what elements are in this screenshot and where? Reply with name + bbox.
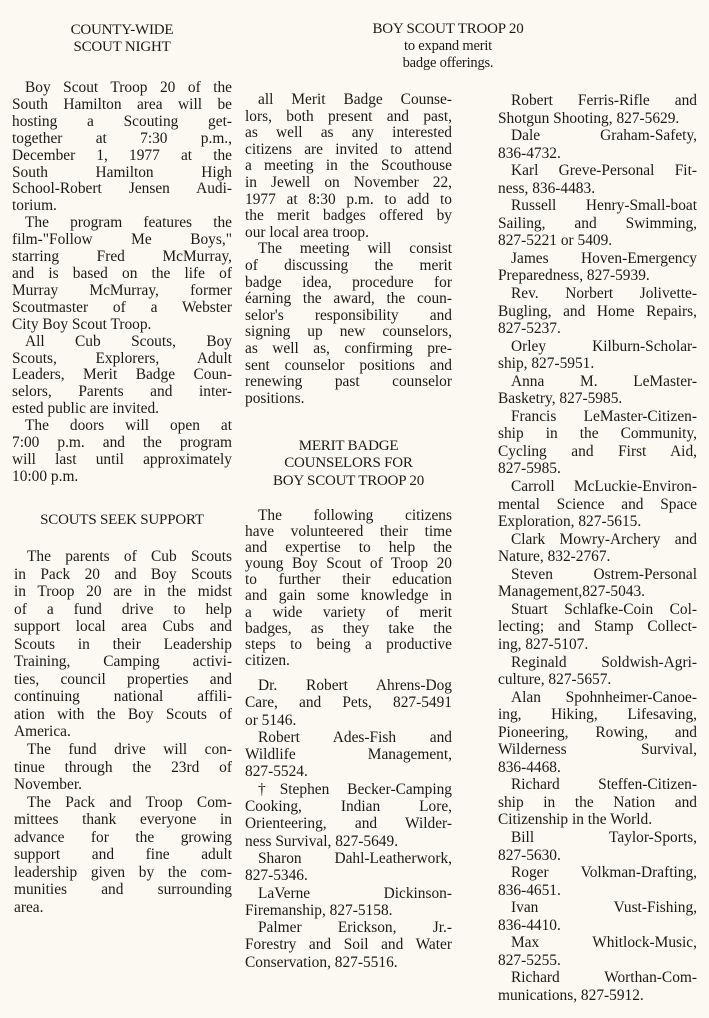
text-line: Preparedness, 827-5939.: [498, 267, 650, 285]
text-line: Management,827-5043.: [498, 583, 646, 601]
text-line: in Jewell on November 22,: [245, 173, 452, 191]
text-line: Russell Henry-Small-boat: [511, 197, 697, 215]
heading-line: badge offerings.: [402, 55, 494, 71]
text-line: film-"Follow Me Boys,": [12, 231, 232, 249]
paragraph: [498, 92, 697, 127]
text-line: ation with the Boy Scouts of: [14, 705, 232, 723]
text-line: The doors will open at: [25, 417, 232, 435]
text-line: renewing past counselor: [245, 373, 452, 391]
counselors-intro: [245, 508, 452, 669]
text-line: The parents of Cub Scouts: [27, 548, 232, 565]
text-line: as well as, confirming pre-: [245, 339, 452, 357]
paragraph: [498, 829, 697, 864]
text-line: Wilderness Survival,: [498, 741, 697, 759]
text-line: All Cub Scouts, Boy: [25, 332, 232, 350]
text-line: lecting; and Stamp Collect-: [498, 618, 697, 636]
text-line: Pioneering, Rowing, and: [498, 723, 697, 741]
text-line: have volunteered their time: [245, 523, 452, 541]
text-line: as well as any interested: [245, 124, 452, 142]
text-line: Max Whitlock-Music,: [511, 934, 697, 952]
text-line: support local area Cubs and: [14, 618, 232, 636]
text-line: 827-5221 or 5409.: [498, 232, 613, 250]
text-line: Robert Ades-Fish and: [258, 728, 452, 746]
heading-line: SCOUTS SEEK SUPPORT: [40, 512, 204, 528]
heading-line: BOY SCOUT TROOP 20: [372, 21, 524, 37]
text-line: éarning the award, the coun-: [245, 290, 452, 308]
paragraph: [498, 373, 697, 408]
text-line: The following citizens: [258, 507, 452, 524]
text-line: will last until approximately: [12, 450, 232, 468]
text-line: Care, and Pets, 827-5491: [245, 694, 452, 712]
text-line: badges, as they take the: [245, 619, 452, 637]
counselor-list-col3: [498, 92, 697, 1004]
paragraph: [498, 934, 697, 969]
text-line: Rev. Norbert Jolivette-: [511, 285, 697, 303]
text-line: Richard Steffen-Citizen-: [511, 776, 697, 794]
text-line: City Boy Scout Troop.: [12, 315, 152, 333]
text-line: to further their education: [245, 571, 452, 589]
paragraph: [498, 601, 697, 654]
text-line: continuing national affili-: [14, 688, 232, 706]
text-line: of a fund drive to help: [14, 600, 232, 618]
heading-line: COUNSELORS FOR: [284, 455, 413, 472]
paragraph: [245, 885, 452, 920]
text-line: badge idea, procedure for: [245, 273, 452, 291]
text-line: steps to being a productive: [245, 635, 452, 653]
text-line: 827-5524.: [245, 763, 308, 781]
counselor-list-col2: [245, 677, 452, 971]
text-line: hosting a Scouting get-: [12, 112, 232, 130]
paragraph: [245, 919, 452, 971]
text-line: James Hoven-Emergency: [511, 249, 697, 267]
paragraph: [12, 215, 232, 333]
text-line: Boy Scout Troop 20 of the: [25, 79, 232, 96]
text-line: School-Robert Jensen Audi-: [12, 180, 232, 198]
text-line: 836-4732.: [498, 144, 561, 162]
paragraph: [14, 548, 232, 741]
headline-county-wide-scout-night: [12, 22, 232, 56]
heading-line: BOY SCOUT TROOP 20: [272, 472, 424, 489]
text-line: Anna M. LeMaster-: [511, 372, 697, 390]
subheading-merit-badge-counselors: [245, 438, 452, 490]
text-line: starring Fred McMurray,: [12, 248, 232, 266]
paragraph: [498, 864, 697, 899]
text-line: together at 7:30 p.m.,: [12, 129, 232, 147]
text-line: Robert Ferris-Rifle and: [511, 92, 697, 109]
article-scout-night-body: [12, 80, 232, 486]
text-line: Exploration, 827-5615.: [498, 513, 642, 531]
text-line: mittees thank everyone in: [14, 811, 232, 829]
text-line: and gain some knowledge in: [245, 587, 452, 605]
text-line: torium.: [12, 197, 57, 215]
text-line: December 1, 1977 at the: [12, 146, 232, 164]
article-merit-badge-body: [245, 92, 452, 407]
text-line: Clark Mowry-Archery and: [511, 530, 697, 548]
text-line: ing, Hiking, Lifesaving,: [498, 706, 697, 724]
paragraph: [498, 478, 697, 531]
text-line: 1977 at 8:30 p.m. to add to: [245, 190, 452, 208]
text-line: 836-4468.: [498, 758, 561, 776]
text-line: Scouts in their Leadership: [14, 635, 232, 653]
text-line: Roger Volkman-Drafting,: [511, 864, 697, 882]
text-line: tinue through the 23rd of: [14, 758, 232, 776]
paragraph: [14, 741, 232, 794]
text-line: Forestry and Soil and Water: [245, 936, 452, 954]
text-line: a wide variety of merit: [245, 603, 452, 621]
paragraph: [245, 729, 452, 781]
text-line: ship, 827-5951.: [498, 355, 595, 373]
text-line: Cooking, Indian Lore,: [245, 798, 452, 816]
text-line: 7:00 p.m. and the program: [12, 434, 232, 452]
text-line: The Pack and Troop Com-: [27, 793, 232, 811]
text-line: The program features the: [25, 214, 232, 232]
headline-scouts-seek-support: [12, 512, 232, 529]
text-line: Orley Kilburn-Scholar-: [511, 337, 697, 355]
text-line: 836-4410.: [498, 916, 561, 934]
text-line: ing, 827-5107.: [498, 635, 589, 653]
heading-line: SCOUT NIGHT: [73, 39, 171, 55]
text-line: South Hamilton area will be: [12, 95, 232, 113]
text-line: Cycling and First Aid,: [498, 442, 697, 460]
paragraph: [498, 654, 697, 689]
text-line: leadership given by the com-: [14, 863, 232, 881]
text-line: Sharon Dahl-Leatherwork,: [258, 849, 452, 867]
text-line: of discussing the merit: [245, 256, 452, 274]
text-line: Dale Graham-Safety,: [511, 127, 697, 145]
paragraph: [245, 677, 452, 729]
text-line: support and fine adult: [14, 846, 232, 864]
text-line: 10:00 p.m.: [12, 467, 79, 485]
paragraph: [498, 285, 697, 338]
text-line: in Troop 20 are in the midst: [14, 583, 232, 601]
text-line: Bill Taylor-Sports,: [511, 828, 697, 846]
text-line: Basketry, 827-5985.: [498, 390, 623, 408]
text-line: 827-5346.: [245, 867, 308, 885]
paragraph: [245, 92, 452, 241]
text-line: munications, 827-5912.: [498, 986, 644, 1004]
text-line: lors, both present and past,: [245, 107, 452, 125]
text-line: selor's responsibility and: [245, 306, 452, 324]
text-line: †Stephen Becker-Camping: [258, 780, 452, 798]
text-line: Alan Spohnheimer-Canoe-: [511, 688, 697, 706]
paragraph: [498, 338, 697, 373]
text-line: Richard Worthan-Com-: [511, 969, 697, 987]
text-line: November.: [14, 776, 82, 794]
paragraph: [14, 794, 232, 917]
text-line: selors, Parents and inter-: [12, 383, 232, 401]
text-line: ship in the Nation and: [498, 793, 697, 811]
text-line: or 5146.: [245, 711, 297, 729]
text-line: Palmer Erickson, Jr.-: [258, 919, 452, 937]
text-line: and is based on the life of: [12, 264, 232, 282]
paragraph: [245, 508, 452, 669]
text-line: Firemanship, 827-5158.: [245, 901, 393, 919]
text-line: area.: [14, 898, 44, 916]
text-line: in Pack 20 and Boy Scouts: [14, 565, 232, 583]
text-line: Nature, 832-2767.: [498, 548, 611, 566]
text-line: Scoutmaster of a Webster: [12, 298, 232, 316]
text-line: Steven Ostrem-Personal: [511, 565, 697, 583]
text-line: ness Survival, 827-5649.: [245, 832, 399, 850]
text-line: 827-5237.: [498, 320, 561, 338]
text-line: 827-5255.: [498, 951, 561, 969]
text-line: all Merit Badge Counse-: [258, 91, 452, 108]
text-line: young Boy Scout of Troop 20: [245, 555, 452, 573]
heading-line: COUNTY-WIDE: [70, 22, 174, 38]
article-scouts-seek-support-body: [14, 548, 232, 916]
text-line: Training, Camping activi-: [14, 653, 232, 671]
text-line: The fund drive will con-: [27, 741, 232, 759]
paragraph: [498, 776, 697, 829]
text-line: The meeting will consist: [258, 240, 452, 258]
text-line: ties, council properties and: [14, 670, 232, 688]
paragraph: [498, 250, 697, 285]
paragraph: [498, 162, 697, 197]
text-line: citizen.: [245, 651, 290, 669]
text-line: Leaders, Merit Badge Coun-: [12, 366, 232, 384]
text-line: Wildlife Management,: [245, 746, 452, 764]
text-line: citizens are invited to attend: [245, 140, 452, 158]
text-line: Reginald Soldwish-Agri-: [511, 653, 697, 671]
paragraph: [498, 127, 697, 162]
paragraph: [498, 531, 697, 566]
text-line: advance for the growing: [14, 828, 232, 846]
text-line: munities and surrounding: [14, 881, 232, 899]
text-line: Ivan Vust-Fishing,: [511, 899, 697, 917]
text-line: Carroll McLuckie-Environ-: [511, 478, 697, 496]
text-line: Scouts, Explorers, Adult: [12, 349, 232, 367]
headline-subtitle: [320, 38, 576, 72]
text-line: a meeting in the Scouthouse: [245, 157, 452, 175]
text-line: mental Science and Space: [498, 495, 697, 513]
text-line: Francis LeMaster-Citizen-: [511, 407, 697, 425]
text-line: our local area troop.: [245, 223, 369, 241]
text-line: Shotgun Shooting, 827-5629.: [498, 109, 680, 127]
text-line: ship in the Community,: [498, 425, 697, 443]
text-line: 836-4651.: [498, 881, 561, 899]
heading-line: to expand merit: [403, 38, 492, 54]
paragraph: [245, 850, 452, 885]
text-line: ness, 836-4483.: [498, 179, 596, 197]
text-line: Dr. Robert Ahrens-Dog: [258, 677, 452, 694]
text-line: America.: [14, 723, 71, 741]
text-line: Sailing, and Swimming,: [498, 214, 697, 232]
text-line: and expertise to help the: [245, 539, 452, 557]
paragraph: [12, 334, 232, 419]
text-line: ested public are invited.: [12, 400, 160, 418]
heading-line: MERIT BADGE: [298, 438, 399, 454]
headline-title: [320, 21, 576, 38]
text-line: 827-5985.: [498, 460, 561, 478]
paragraph: [498, 197, 697, 250]
paragraph: [245, 781, 452, 850]
paragraph: [12, 80, 232, 215]
paragraph: [498, 689, 697, 777]
text-line: 827-5630.: [498, 846, 561, 864]
text-line: LaVerne Dickinson-: [258, 884, 452, 902]
headline-troop-20-merit-badges: [320, 21, 576, 72]
text-line: culture, 827-5657.: [498, 671, 612, 689]
paragraph: [498, 408, 697, 478]
paragraph: [12, 418, 232, 486]
text-line: Karl Greve-Personal Fit-: [511, 162, 697, 180]
text-line: Bugling, and Home Repairs,: [498, 302, 697, 320]
paragraph: [498, 899, 697, 934]
text-line: positions.: [245, 389, 305, 407]
text-line: Orienteering, and Wilder-: [245, 815, 452, 833]
text-line: South Hamilton High: [12, 163, 232, 181]
paragraph: [498, 969, 697, 1004]
text-line: Stuart Schlafke-Coin Col-: [511, 600, 697, 618]
text-line: sent counselor positions and: [245, 356, 452, 374]
text-line: signing up new counselors,: [245, 323, 452, 341]
paragraph: [498, 566, 697, 601]
text-line: Murray McMurray, former: [12, 281, 232, 299]
text-line: the merit badges offered by: [245, 207, 452, 225]
paragraph: [245, 241, 452, 407]
text-line: Conservation, 827-5516.: [245, 953, 398, 971]
text-line: Citizenship in the World.: [498, 811, 653, 829]
